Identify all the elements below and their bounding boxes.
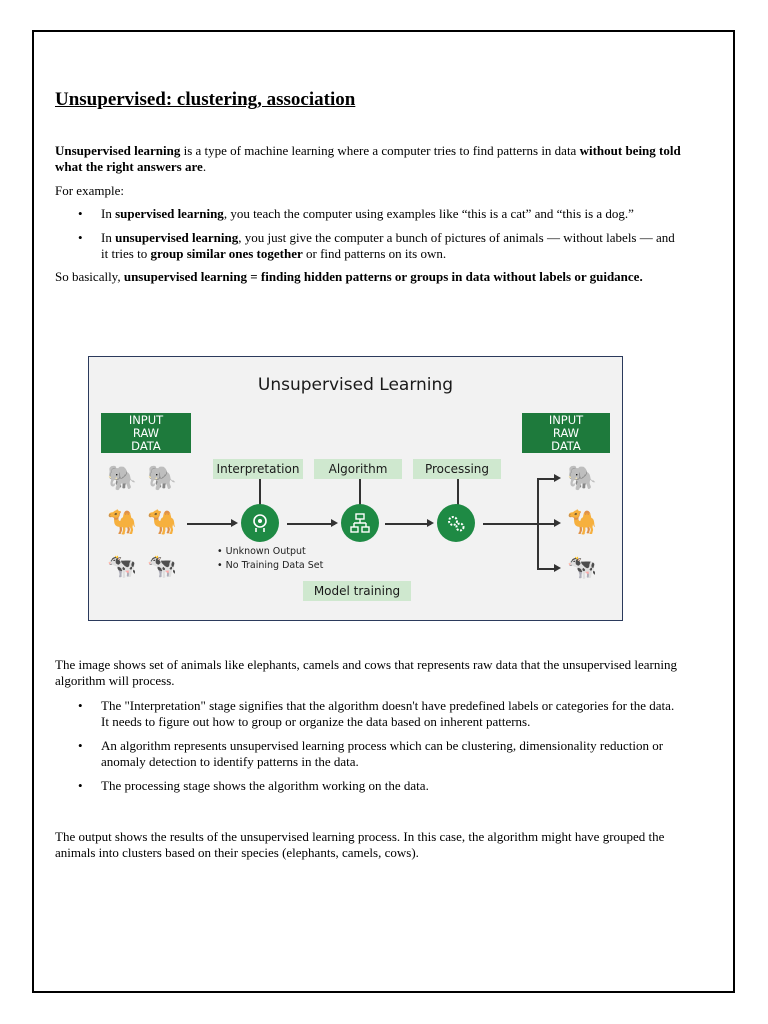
list-item: • In unsupervised learning, you just give the computer a bunch of pictures of animals — without labels — and it tries to group similar ones together or find patterns on its own. [101, 230, 685, 262]
cow-icon: 🐄 [147, 552, 177, 580]
algorithm-icon [341, 504, 379, 542]
page-title: Unsupervised: clustering, association [55, 89, 356, 110]
arrow-line [483, 523, 537, 525]
arrow-line [287, 523, 335, 525]
arrow-line [385, 523, 431, 525]
explanation-list [55, 698, 685, 794]
list-item: • An algorithm represents unsupervised learning process which can be clustering, dimensionality reduction or anomaly detection to identify patterns in the data. [101, 738, 685, 770]
diagram-title: Unsupervised Learning [257, 375, 454, 395]
intro-paragraph: Unsupervised learning is a type of machine learning where a computer tries to find patterns in data without being told what the right answers are. [55, 143, 681, 174]
elephant-icon: 🐘 [147, 464, 177, 492]
arrow-head-icon [554, 564, 561, 572]
processing-gears-icon [437, 504, 475, 542]
cow-icon: 🐄 [567, 553, 597, 581]
elephant-icon: 🐘 [107, 464, 137, 492]
stage-interpretation: Interpretation [213, 459, 303, 479]
unsupervised-learning-diagram [88, 356, 623, 621]
document-body [55, 88, 685, 285]
output-raw-data-badge: INPUT RAW DATA [522, 413, 610, 453]
camel-icon: 🐪 [147, 508, 177, 536]
note-item: • Unknown Output [217, 545, 323, 559]
examples-list [55, 206, 685, 262]
connector-line [457, 479, 459, 505]
explanation-section [55, 657, 685, 802]
arrow-head-icon [427, 519, 434, 527]
diagram-notes [217, 545, 323, 573]
input-raw-data-badge: INPUT RAW DATA [101, 413, 191, 453]
arrow-head-icon [331, 519, 338, 527]
output-paragraph: The output shows the results of the unsupervised learning process. In this case, the algorithm might have grouped the animals into clusters based on their species (elephants, camels, cows). [55, 829, 665, 860]
camel-icon: 🐪 [567, 508, 597, 536]
connector-line [359, 479, 361, 505]
summary-paragraph: So basically, unsupervised learning = finding hidden patterns or groups in data without labels or guidance. [55, 269, 643, 284]
model-training-label: Model training [303, 581, 411, 601]
arrow-line [187, 523, 235, 525]
arrow-head-icon [231, 519, 238, 527]
explanation-paragraph: The image shows set of animals like elephants, camels and cows that represents raw data that the unsupervised learning algorithm will process. [55, 657, 678, 688]
elephant-icon: 🐘 [567, 464, 597, 492]
note-item: • No Training Data Set [217, 559, 323, 573]
list-item: • The "Interpretation" stage signifies that the algorithm doesn't have predefined labels or categories for the data. It needs to figure out how to group or organize the data based on inherent patterns. [101, 698, 685, 730]
stage-algorithm: Algorithm [314, 459, 402, 479]
for-example-text: For example: [55, 183, 124, 198]
connector-line [259, 479, 261, 505]
list-item: • The processing stage shows the algorithm working on the data. [101, 778, 685, 794]
camel-icon: 🐪 [107, 508, 137, 536]
arrow-head-icon [554, 519, 561, 527]
interpretation-icon [241, 504, 279, 542]
arrow-head-icon [554, 474, 561, 482]
stage-processing: Processing [413, 459, 501, 479]
cow-icon: 🐄 [107, 552, 137, 580]
list-item: • In supervised learning, you teach the computer using examples like “this is a cat” and “this is a dog.” [101, 206, 685, 222]
